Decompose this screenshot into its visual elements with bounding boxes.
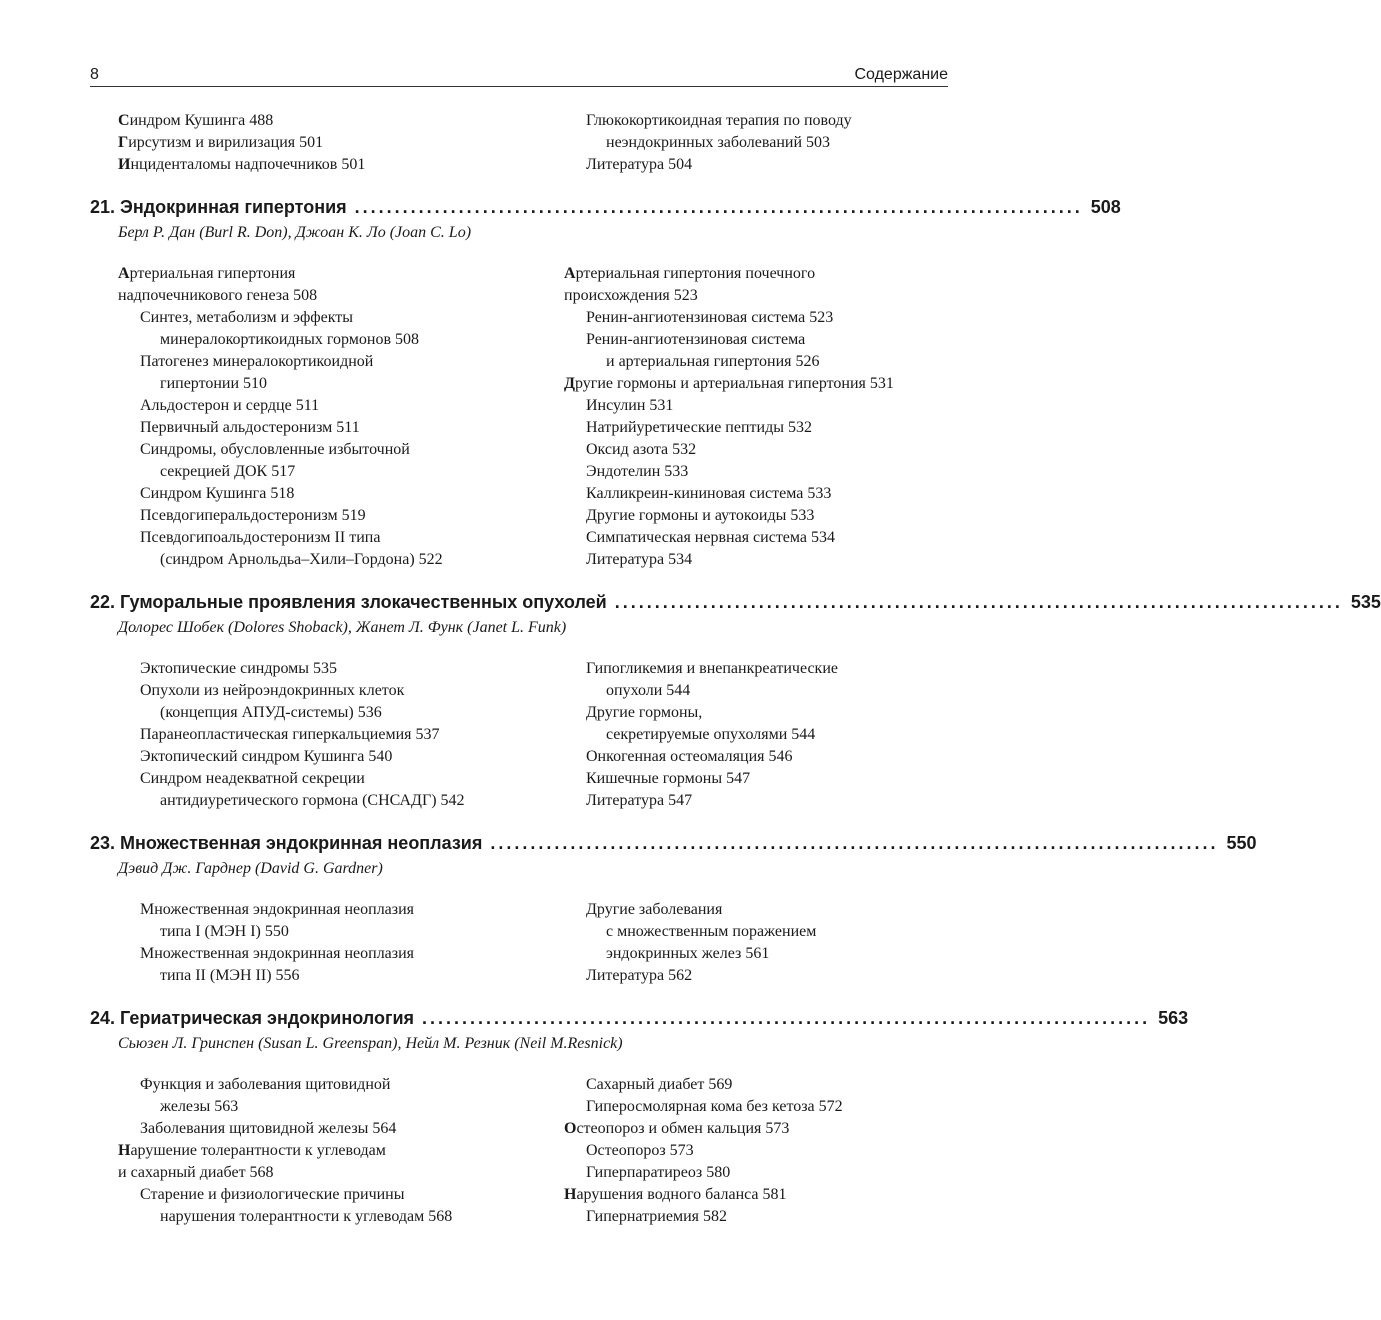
toc-entry[interactable]: с множественным поражением <box>606 923 817 940</box>
toc-entry[interactable]: Синдром неадекватной секреции <box>140 770 365 787</box>
toc-entry[interactable]: секретируемые опухолями 544 <box>606 726 816 743</box>
toc-entry[interactable]: Нарушения водного баланса 581 <box>564 1186 787 1203</box>
toc-entry[interactable]: антидиуретического гормона (СНСАДГ) 542 <box>160 792 465 809</box>
toc-entry[interactable]: секрецией ДОК 517 <box>160 463 296 480</box>
toc-entry[interactable]: Гиперпаратиреоз 580 <box>586 1164 731 1181</box>
chapter-title: 24. Гериатрическая эндокринология <box>90 1008 415 1028</box>
toc-entry[interactable]: Артериальная гипертония <box>118 265 296 282</box>
toc-entry[interactable]: Синдромы, обусловленные избыточной <box>140 441 410 458</box>
toc-entry[interactable]: Эктопические синдромы 535 <box>140 660 338 677</box>
toc-entry[interactable]: Кишечные гормоны 547 <box>586 770 751 787</box>
chapter-authors: Сьюзен Л. Гринспен (Susan L. Greenspan), Нейл М. Резник (Neil M.Resnick) <box>118 1035 623 1052</box>
chapter-23-entries <box>118 899 948 987</box>
toc-entry[interactable]: Альдостерон и сердце 511 <box>140 397 320 414</box>
toc-entry[interactable]: Онкогенная остеомаляция 546 <box>586 748 793 765</box>
chapter-heading-24[interactable]: 24. Гериатрическая эндокринология ........................................................................................... 563 <box>90 1008 1189 1028</box>
page-number: 8 <box>90 66 99 83</box>
toc-entry[interactable]: Другие гормоны, <box>586 704 703 721</box>
toc-entry[interactable]: Другие гормоны и аутокоиды 533 <box>586 507 815 524</box>
chapter-page: 563 <box>1158 1008 1189 1028</box>
chapter-21-entries <box>118 263 948 571</box>
toc-entry[interactable]: Ренин-ангиотензиновая система 523 <box>586 309 834 326</box>
toc-entry[interactable]: (концепция АПУД-системы) 536 <box>160 704 382 721</box>
toc-entry[interactable]: Остеопороз и обмен кальция 573 <box>564 1120 790 1137</box>
running-title: Содержание <box>854 66 948 83</box>
toc-entry[interactable]: Синдром Кушинга 488 <box>118 112 274 129</box>
chapter-title: 22. Гуморальные проявления злокачественных опухолей <box>90 592 607 612</box>
toc-entry[interactable]: нарушения толерантности к углеводам 568 <box>160 1208 453 1225</box>
toc-entry[interactable]: Инциденталомы надпочечников 501 <box>118 156 366 173</box>
toc-entry[interactable]: Патогенез минералокортикоидной <box>140 353 374 370</box>
toc-entry[interactable]: Другие гормоны и артериальная гипертония 531 <box>564 375 894 392</box>
toc-entry[interactable]: Старение и физиологические причины <box>140 1186 405 1203</box>
toc-entry[interactable]: Натрийуретические пептиды 532 <box>586 419 812 436</box>
toc-entry[interactable]: Оксид азота 532 <box>586 441 697 458</box>
toc-entry[interactable]: Псевдогиперальдостеронизм 519 <box>140 507 366 524</box>
toc-entry[interactable]: типа II (МЭН II) 556 <box>160 967 300 984</box>
chapter-title: 21. Эндокринная гипертония <box>90 197 347 217</box>
toc-entry[interactable]: типа I (МЭН I) 550 <box>160 923 289 940</box>
toc-entry[interactable]: опухоли 544 <box>606 682 691 699</box>
toc-continuation <box>118 110 948 176</box>
toc-entry[interactable]: надпочечникового генеза 508 <box>118 287 318 304</box>
chapter-page: 550 <box>1226 833 1257 853</box>
toc-entry[interactable]: Артериальная гипертония почечного <box>564 265 816 282</box>
toc-entry[interactable]: Калликреин-кининовая система 533 <box>586 485 832 502</box>
toc-entry[interactable]: Первичный альдостеронизм 511 <box>140 419 360 436</box>
chapter-22-entries <box>118 658 948 812</box>
toc-entry[interactable]: Литература 534 <box>586 551 693 568</box>
toc-entry[interactable]: Эндотелин 533 <box>586 463 689 480</box>
chapter-page: 508 <box>1090 197 1121 217</box>
toc-entry[interactable]: происхождения 523 <box>564 287 698 304</box>
toc-entry[interactable]: Паранеопластическая гиперкальциемия 537 <box>140 726 440 743</box>
toc-entry[interactable]: и сахарный диабет 568 <box>118 1164 274 1181</box>
toc-entry[interactable]: Симпатическая нервная система 534 <box>586 529 836 546</box>
toc-entry[interactable]: Ренин-ангиотензиновая система <box>586 331 806 348</box>
toc-entry[interactable]: эндокринных желез 561 <box>606 945 770 962</box>
toc-entry[interactable]: Синтез, метаболизм и эффекты <box>140 309 353 326</box>
toc-entry[interactable]: Функция и заболевания щитовидной <box>140 1076 391 1093</box>
toc-entry[interactable]: Гипернатриемия 582 <box>586 1208 728 1225</box>
toc-entry[interactable]: Гипогликемия и внепанкреатические <box>586 660 838 677</box>
toc-entry[interactable]: Литература 562 <box>586 967 693 984</box>
toc-entry[interactable]: Литература 547 <box>586 792 693 809</box>
chapter-authors: Дэвид Дж. Гарднер (David G. Gardner) <box>118 860 383 877</box>
toc-entry[interactable]: Опухоли из нейроэндокринных клеток <box>140 682 405 699</box>
chapter-heading-23[interactable]: 23. Множественная эндокринная неоплазия ........................................................................................... 550 <box>90 833 1257 853</box>
toc-entry[interactable]: железы 563 <box>160 1098 239 1115</box>
toc-entry[interactable]: Множественная эндокринная неоплазия <box>140 945 415 962</box>
chapter-authors: Берл Р. Дан (Burl R. Don), Джоан К. Ло (Joan C. Lo) <box>118 224 472 241</box>
toc-entry[interactable]: Множественная эндокринная неоплазия <box>140 901 415 918</box>
toc-entry[interactable]: Гирсутизм и вирилизация 501 <box>118 134 324 151</box>
toc-entry[interactable]: неэндокринных заболеваний 503 <box>606 134 831 151</box>
chapter-24-entries <box>118 1074 948 1228</box>
toc-entry[interactable]: (синдром Арнольдьа–Хили–Гордона) 522 <box>160 551 443 568</box>
toc-entry[interactable]: Сахарный диабет 569 <box>586 1076 733 1093</box>
toc-entry[interactable]: Другие заболевания <box>586 901 723 918</box>
page-header <box>90 64 948 87</box>
toc-entry[interactable]: Заболевания щитовидной железы 564 <box>140 1120 397 1137</box>
toc-entry[interactable]: Глюкокортикоидная терапия по поводу <box>586 112 852 129</box>
toc-entry[interactable]: Синдром Кушинга 518 <box>140 485 295 502</box>
toc-entry[interactable]: Литература 504 <box>586 156 693 173</box>
toc-entry[interactable]: и артериальная гипертония 526 <box>606 353 820 370</box>
toc-entry[interactable]: Псевдогипоальдостеронизм II типа <box>140 529 381 546</box>
chapter-title: 23. Множественная эндокринная неоплазия <box>90 833 483 853</box>
toc-entry[interactable]: Гиперосмолярная кома без кетоза 572 <box>586 1098 843 1115</box>
toc-entry[interactable]: Эктопический синдром Кушинга 540 <box>140 748 393 765</box>
chapter-heading-21[interactable]: 21. Эндокринная гипертония ........................................................................................... 508 <box>90 197 1121 217</box>
toc-entry[interactable]: Остеопороз 573 <box>586 1142 694 1159</box>
toc-entry[interactable]: Инсулин 531 <box>586 397 674 414</box>
chapter-heading-22[interactable]: 22. Гуморальные проявления злокачественных опухолей ........................................................................................... 535 <box>90 592 1381 612</box>
toc-entry[interactable]: минералокортикоидных гормонов 508 <box>160 331 420 348</box>
toc-entry[interactable]: гипертонии 510 <box>160 375 268 392</box>
chapter-authors: Долорес Шобек (Dolores Shoback), Жанет Л. Функ (Janet L. Funk) <box>118 619 567 636</box>
chapter-page: 535 <box>1350 592 1381 612</box>
toc-entry[interactable]: Нарушение толерантности к углеводам <box>118 1142 386 1159</box>
